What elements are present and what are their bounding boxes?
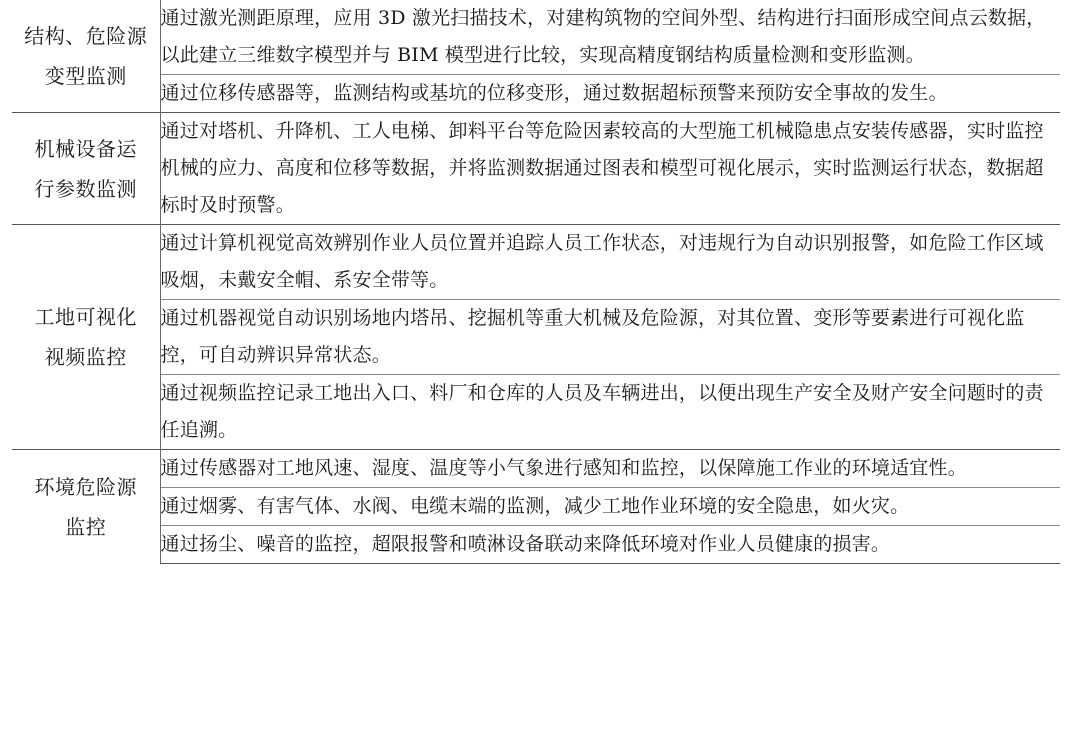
category-label-line: 工地可视化 (34, 305, 137, 329)
category-label-line: 行参数监测 (34, 176, 137, 201)
table-row (12, 526, 1060, 564)
category-label-line: 机械设备运 (34, 136, 137, 161)
category-label-line: 环境危险源 (34, 474, 137, 499)
description-cell: 通过传感器对工地风速、湿度、温度等小气象进行感知和监控，以保障施工作业的环境适宜性。 (160, 450, 1060, 488)
description-cell: 通过视频监控记录工地出入口、料厂和仓库的人员及车辆进出，以便出现生产安全及财产安全问题时的责任追溯。 (160, 375, 1060, 450)
category-cell-video (12, 225, 160, 450)
description-cell: 通过烟雾、有害气体、水阀、电缆末端的监测，减少工地作业环境的安全隐患，如火灾。 (160, 488, 1060, 526)
table-row (12, 300, 1060, 375)
table-row (12, 450, 1060, 488)
table-row (12, 488, 1060, 526)
table-row (12, 75, 1060, 113)
category-label-line: 监控 (65, 514, 107, 539)
description-cell: 通过计算机视觉高效辨别作业人员位置并追踪人员工作状态，对违规行为自动识别报警，如危险工作区域吸烟，未戴安全帽、系安全带等。 (160, 225, 1060, 300)
category-cell-environment (12, 450, 160, 564)
table-row (12, 225, 1060, 300)
category-cell-structure (12, 0, 160, 113)
description-cell: 通过激光测距原理，应用 3D 激光扫描技术，对建构筑物的空间外型、结构进行扫面形成空间点云数据，以此建立三维数字模型并与 BIM 模型进行比较，实现高精度钢结构质量检测和变形监测。 (160, 0, 1060, 75)
table-row (12, 113, 1060, 225)
description-cell: 通过扬尘、噪音的监控，超限报警和喷淋设备联动来降低环境对作业人员健康的损害。 (160, 526, 1060, 564)
monitoring-table (12, 0, 1060, 564)
table-row (12, 375, 1060, 450)
description-cell: 通过对塔机、升降机、工人电梯、卸料平台等危险因素较高的大型施工机械隐患点安装传感器，实时监控机械的应力、高度和位移等数据，并将监测数据通过图表和模型可视化展示，实时监测运行状态，数据超标时及时预警。 (160, 113, 1060, 225)
category-label-line: 结构、危险源 (24, 24, 148, 48)
category-cell-machinery (12, 113, 160, 225)
table-row (12, 0, 1060, 75)
category-label-line: 视频监控 (44, 345, 127, 369)
description-cell: 通过机器视觉自动识别场地内塔吊、挖掘机等重大机械及危险源，对其位置、变形等要素进行可视化监控，可自动辨识异常状态。 (160, 300, 1060, 375)
description-cell: 通过位移传感器等，监测结构或基坑的位移变形，通过数据超标预警来预防安全事故的发生。 (160, 75, 1060, 113)
category-label-line: 变型监测 (44, 64, 127, 88)
